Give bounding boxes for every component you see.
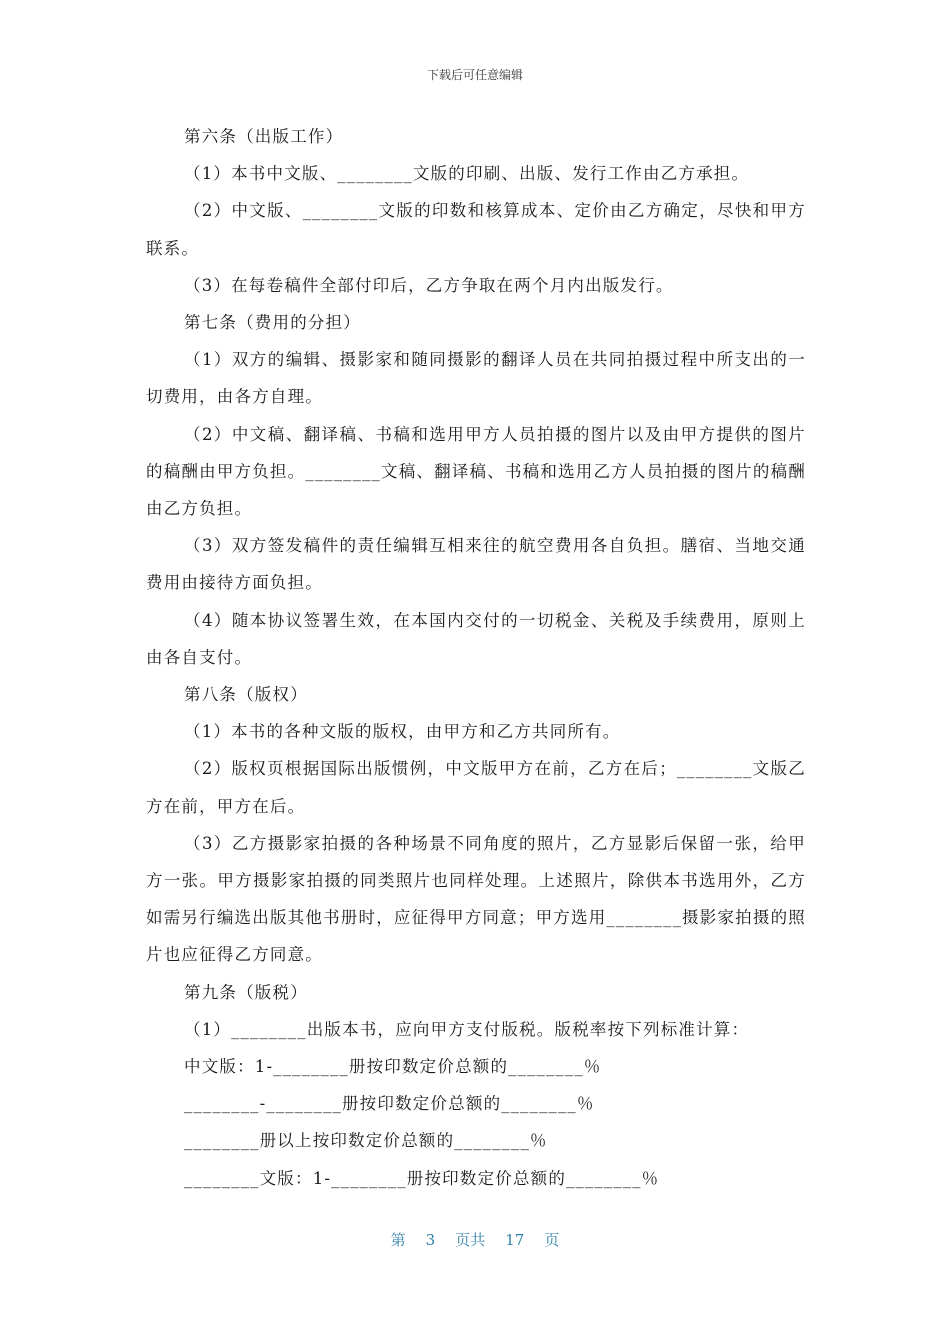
footer-label-end: 页	[544, 1231, 560, 1249]
paragraph: （3）乙方摄影家拍摄的各种场景不同角度的照片，乙方显影后保留一张，给甲方一张。甲方摄影家拍摄的同类照片也同样处理。上述照片，除供本书选用外，乙方如需另行编选出版其他书册时，应征得甲方同意；甲方选用________摄影家拍摄的照片也应征得乙方同意。	[146, 833, 806, 965]
paragraph: （2）版权页根据国际出版惯例，中文版甲方在前，乙方在后；________文版乙方在前，甲方在后。	[146, 759, 806, 816]
paragraph: （1）双方的编辑、摄影家和随同摄影的翻译人员在共同拍摄过程中所支出的一切费用，由各方自理。	[146, 350, 806, 407]
paragraph: （3）在每卷稿件全部付印后，乙方争取在两个月内出版发行。	[184, 275, 674, 295]
document-body	[146, 118, 806, 1197]
footer-current-page: 3	[425, 1231, 436, 1249]
section-title-6: 第六条（出版工作）	[184, 127, 344, 146]
royalty-line: ________文版：1-________册按印数定价总额的________％	[184, 1168, 660, 1188]
footer-label-page: 第	[390, 1231, 406, 1249]
paragraph: （3）双方签发稿件的责任编辑互相来往的航空费用各自负担。膳宿、当地交通费用由接待方面负担。	[146, 536, 806, 593]
page-footer	[0, 1229, 950, 1250]
paragraph: （1）本书中文版、________文版的印刷、出版、发行工作由乙方承担。	[184, 164, 750, 184]
section-title-9: 第九条（版税）	[184, 982, 308, 1002]
paragraph: （2）中文版、________文版的印数和核算成本、定价由乙方确定，尽快和甲方联系。	[146, 201, 806, 258]
section-title-7: 第七条（费用的分担）	[184, 313, 361, 333]
paragraph: （1）________出版本书，应向甲方支付版税。版税率按下列标准计算：	[184, 1019, 750, 1039]
royalty-line: ________-________册按印数定价总额的________％	[184, 1094, 595, 1114]
paragraph: （2）中文稿、翻译稿、书稿和选用甲方人员拍摄的图片以及由甲方提供的图片的稿酬由甲方负担。________文稿、翻译稿、书稿和选用乙方人员拍摄的图片的稿酬由乙方负担。	[146, 424, 806, 519]
paragraph: （1）本书的各种文版的版权，由甲方和乙方共同所有。	[184, 722, 621, 742]
royalty-line: 中文版：1-________册按印数定价总额的________％	[184, 1057, 602, 1077]
page-header: 下载后可任意编辑	[426, 68, 523, 82]
footer-total-pages: 17	[505, 1231, 525, 1249]
footer-label-total: 页共	[455, 1231, 486, 1249]
paragraph: （4）随本协议签署生效，在本国内交付的一切税金、关税及手续费用，原则上由各自支付。	[146, 610, 806, 667]
royalty-line: ________册以上按印数定价总额的________％	[184, 1131, 548, 1151]
section-title-8: 第八条（版权）	[184, 685, 308, 705]
